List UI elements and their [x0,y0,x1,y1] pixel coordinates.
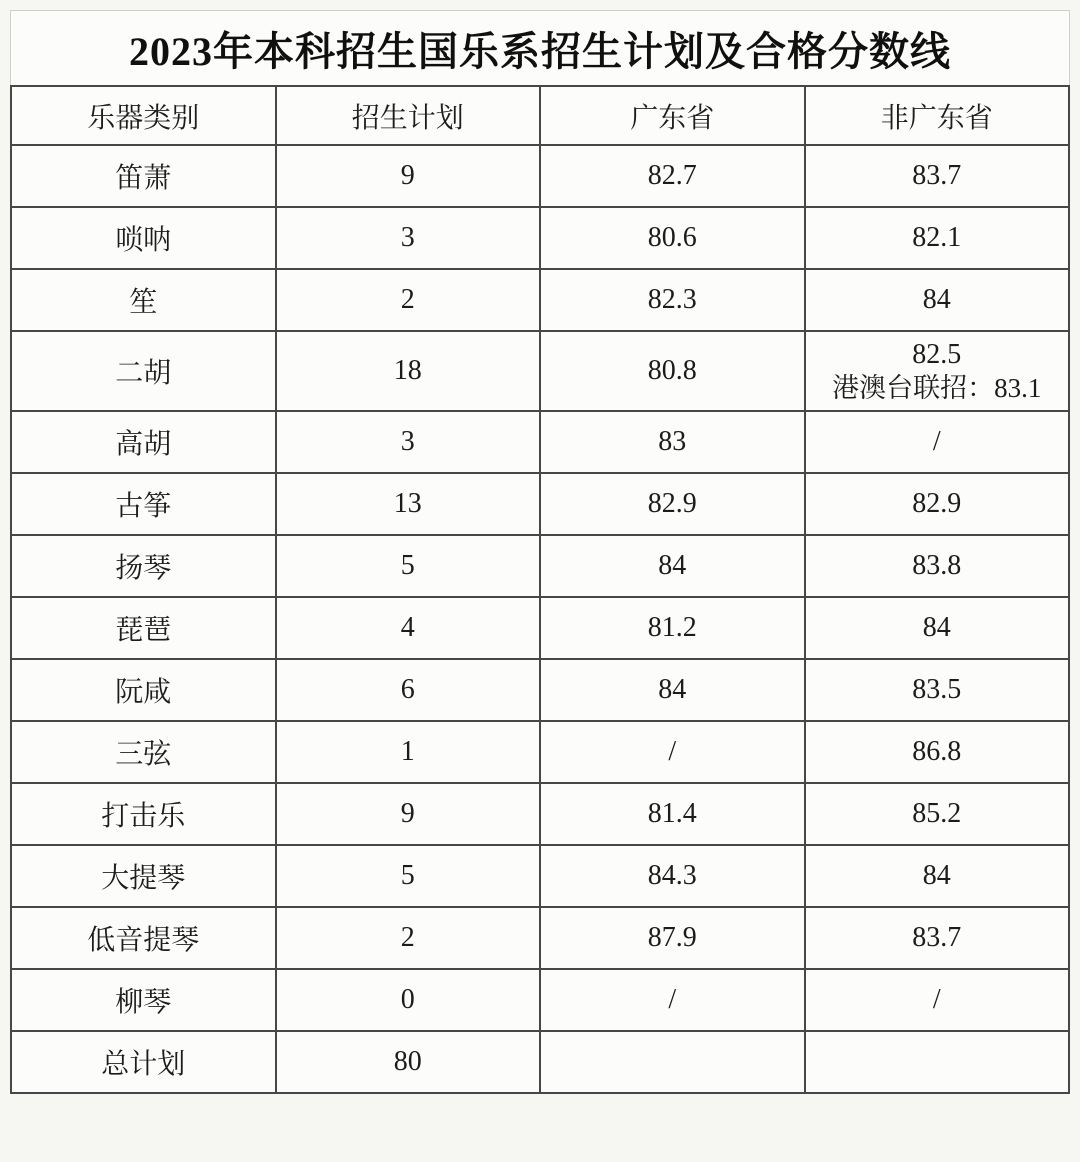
col-header-instrument: 乐器类别 [11,86,276,145]
cell-instrument: 唢呐 [11,207,276,269]
cell-plan: 0 [276,969,541,1031]
cell-guangdong: 80.8 [540,331,805,411]
cell-non-guangdong [805,1031,1070,1093]
cell-non-guangdong: 84 [805,845,1070,907]
cell-plan: 5 [276,845,541,907]
table-row [11,269,1069,331]
cell-non-guangdong: 82.9 [805,473,1070,535]
cell-plan: 4 [276,597,541,659]
cell-plan: 6 [276,659,541,721]
table-row [11,331,1069,411]
cell-plan: 13 [276,473,541,535]
table-row [11,207,1069,269]
page-title: 2023年本科招生国乐系招生计划及合格分数线 [129,28,951,74]
cell-plan: 9 [276,145,541,207]
cell-plan: 18 [276,331,541,411]
score-value: 82.5 [912,338,962,370]
table-row [11,659,1069,721]
cell-guangdong: 82.3 [540,269,805,331]
cell-instrument: 笛萧 [11,145,276,207]
cell-plan: 3 [276,411,541,473]
cell-instrument: 打击乐 [11,783,276,845]
cell-guangdong [540,1031,805,1093]
cell-non-guangdong: 86.8 [805,721,1070,783]
cell-instrument: 扬琴 [11,535,276,597]
cell-guangdong: 87.9 [540,907,805,969]
cell-guangdong: / [540,969,805,1031]
cell-plan: 5 [276,535,541,597]
cell-non-guangdong: 82.1 [805,207,1070,269]
cell-non-guangdong [805,331,1070,411]
cell-non-guangdong: / [805,969,1070,1031]
cell-instrument: 大提琴 [11,845,276,907]
title-box [10,10,1070,85]
cell-non-guangdong: 84 [805,597,1070,659]
score-note: 港澳台联招：83.1 [832,372,1042,403]
cell-guangdong: 80.6 [540,207,805,269]
cell-guangdong: 84.3 [540,845,805,907]
cell-instrument: 琵琶 [11,597,276,659]
table-row [11,597,1069,659]
cell-instrument: 阮咸 [11,659,276,721]
cell-guangdong: / [540,721,805,783]
table-row [11,721,1069,783]
cell-non-guangdong: 83.7 [805,145,1070,207]
col-header-plan: 招生计划 [276,86,541,145]
cell-non-guangdong: 83.7 [805,907,1070,969]
table-row [11,411,1069,473]
cell-instrument: 柳琴 [11,969,276,1031]
cell-instrument: 低音提琴 [11,907,276,969]
cell-guangdong: 84 [540,535,805,597]
cell-plan: 3 [276,207,541,269]
table-row [11,907,1069,969]
cell-instrument: 三弦 [11,721,276,783]
table-row [11,845,1069,907]
cell-guangdong: 81.4 [540,783,805,845]
cell-guangdong: 81.2 [540,597,805,659]
table-header-row [11,86,1069,145]
table-row-total [11,1031,1069,1093]
cell-plan: 9 [276,783,541,845]
table-row [11,783,1069,845]
cell-guangdong: 82.7 [540,145,805,207]
cell-instrument: 高胡 [11,411,276,473]
cell-guangdong: 82.9 [540,473,805,535]
table-row [11,535,1069,597]
cell-non-guangdong: 83.8 [805,535,1070,597]
cell-non-guangdong: 83.5 [805,659,1070,721]
cell-instrument: 二胡 [11,331,276,411]
cell-guangdong: 83 [540,411,805,473]
cell-guangdong: 84 [540,659,805,721]
cell-instrument: 古筝 [11,473,276,535]
cell-plan: 80 [276,1031,541,1093]
cell-non-guangdong: 85.2 [805,783,1070,845]
cell-plan: 2 [276,269,541,331]
cell-instrument: 总计划 [11,1031,276,1093]
table-row [11,969,1069,1031]
cell-non-guangdong: 84 [805,269,1070,331]
cell-non-guangdong: / [805,411,1070,473]
cell-plan: 2 [276,907,541,969]
cell-instrument: 笙 [11,269,276,331]
table-row [11,473,1069,535]
cell-plan: 1 [276,721,541,783]
col-header-non-guangdong: 非广东省 [805,86,1070,145]
scores-table [10,85,1070,1094]
col-header-guangdong: 广东省 [540,86,805,145]
table-row [11,145,1069,207]
